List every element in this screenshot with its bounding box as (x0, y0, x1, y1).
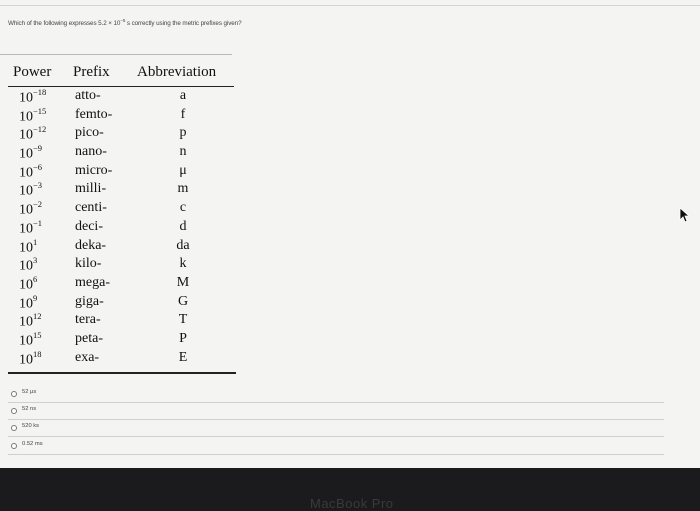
power-base: 10 (19, 296, 33, 312)
power-base: 10 (19, 202, 33, 218)
answer-option[interactable] (8, 438, 664, 455)
abbreviation-cell: M (176, 274, 190, 290)
power-cell (19, 312, 42, 331)
power-base: 10 (19, 221, 33, 237)
question-text (8, 18, 241, 27)
radio-circle-icon[interactable] (11, 443, 17, 449)
prefix-cell: kilo- (75, 256, 102, 272)
power-cell (19, 294, 37, 313)
abbreviation-cell: n (179, 144, 187, 160)
prefix-cell: mega- (75, 274, 110, 290)
question-exponent: −5 (120, 18, 126, 23)
power-cell (19, 331, 42, 350)
table-bottom-rule (8, 372, 236, 374)
abbreviation-cell: μ (179, 162, 187, 178)
abbreviation-cell: f (180, 106, 186, 122)
power-exponent: 15 (33, 329, 42, 340)
power-exponent: −2 (33, 199, 43, 210)
power-cell (19, 144, 42, 163)
abbreviation-cell: a (179, 88, 187, 103)
answer-option-label: 52 μs (22, 389, 37, 395)
power-cell (19, 200, 42, 219)
abbreviation-cell: E (178, 349, 188, 365)
power-base: 10 (19, 109, 33, 125)
power-exponent: 18 (33, 348, 42, 359)
power-exponent: −9 (33, 143, 43, 154)
prefix-cell: micro- (75, 162, 113, 178)
power-base: 10 (19, 240, 33, 256)
prefix-cell: peta- (75, 330, 103, 346)
power-exponent: −12 (33, 124, 47, 135)
table-body (8, 87, 234, 367)
table-row (8, 311, 234, 330)
radio-circle-icon[interactable] (11, 408, 17, 414)
table-row (8, 255, 234, 274)
abbreviation-cell: p (179, 125, 187, 141)
power-base: 10 (19, 352, 33, 368)
table-row (8, 162, 234, 181)
power-exponent: 9 (33, 292, 38, 303)
header-power: Power (13, 64, 52, 80)
abbreviation-cell: T (178, 312, 188, 328)
metric-prefix-table (8, 60, 234, 367)
answer-option-label: 52 ns (22, 406, 37, 412)
prefix-cell: nano- (75, 144, 107, 160)
prefix-cell: femto- (75, 106, 113, 122)
arrow-cursor-icon (679, 207, 689, 223)
power-cell (19, 219, 42, 238)
table-row (8, 87, 234, 106)
abbreviation-cell: G (177, 293, 189, 309)
table-row (8, 237, 234, 256)
answer-option-label: 520 ks (22, 423, 40, 429)
power-base: 10 (19, 258, 33, 274)
table-row (8, 124, 234, 143)
abbreviation-cell: d (179, 218, 187, 234)
power-base: 10 (19, 184, 33, 200)
power-base: 10 (19, 314, 33, 330)
prefix-cell: pico- (75, 125, 104, 141)
abbreviation-cell: P (179, 330, 187, 346)
prefix-cell: centi- (75, 200, 107, 216)
power-exponent: 6 (33, 273, 38, 284)
prefix-cell: exa- (75, 349, 100, 365)
table-row (8, 293, 234, 312)
table-row (8, 330, 234, 349)
power-exponent: −15 (33, 105, 47, 116)
answer-option[interactable] (8, 386, 664, 403)
table-row (8, 143, 234, 162)
prefix-cell: tera- (75, 312, 101, 328)
table-top-rule (0, 54, 232, 55)
prefix-cell: giga- (75, 293, 104, 309)
table-row (8, 349, 234, 368)
top-divider (0, 5, 700, 6)
power-exponent: −6 (33, 161, 43, 172)
answer-option[interactable] (8, 403, 664, 420)
power-exponent: 1 (33, 236, 38, 247)
power-exponent: −18 (33, 87, 47, 97)
header-abbreviation: Abbreviation (137, 64, 217, 80)
power-cell (19, 238, 37, 257)
header-prefix: Prefix (73, 64, 110, 80)
abbreviation-cell: k (179, 256, 187, 272)
table-row (8, 199, 234, 218)
power-cell (19, 350, 42, 369)
power-base: 10 (19, 146, 33, 162)
abbreviation-cell: m (177, 181, 189, 197)
power-exponent: 12 (33, 311, 42, 322)
power-cell (19, 256, 37, 275)
question-text-after: s correctly using the metric prefixes given? (125, 20, 242, 28)
answer-option-label: 0.52 ms (22, 441, 43, 447)
power-cell (19, 275, 37, 294)
power-base: 10 (19, 90, 33, 106)
power-cell (19, 163, 42, 182)
power-exponent: −1 (33, 217, 43, 228)
abbreviation-cell: c (179, 200, 187, 216)
table-row (8, 218, 234, 237)
radio-circle-icon[interactable] (11, 425, 17, 431)
abbreviation-cell: da (176, 237, 190, 253)
table-header-row (8, 60, 234, 87)
question-text-before: Which of the following expresses 5.2 × 10 (8, 20, 121, 28)
table-row (8, 274, 234, 293)
power-base: 10 (19, 333, 33, 349)
power-cell (19, 125, 46, 144)
radio-circle-icon[interactable] (11, 391, 17, 397)
power-base: 10 (19, 128, 33, 144)
power-base: 10 (19, 277, 33, 293)
power-cell (19, 107, 46, 126)
power-exponent: 3 (33, 255, 38, 266)
prefix-cell: atto- (75, 88, 101, 103)
table-row (8, 106, 234, 125)
power-base: 10 (19, 165, 33, 181)
power-cell (19, 181, 42, 200)
power-cell (19, 88, 46, 107)
table-row (8, 180, 234, 199)
prefix-cell: deka- (75, 237, 107, 253)
prefix-cell: milli- (75, 181, 107, 197)
prefix-cell: deci- (75, 218, 103, 234)
answer-option[interactable] (8, 420, 664, 437)
power-exponent: −3 (33, 180, 43, 191)
device-label: MacBook Pro (310, 496, 394, 511)
